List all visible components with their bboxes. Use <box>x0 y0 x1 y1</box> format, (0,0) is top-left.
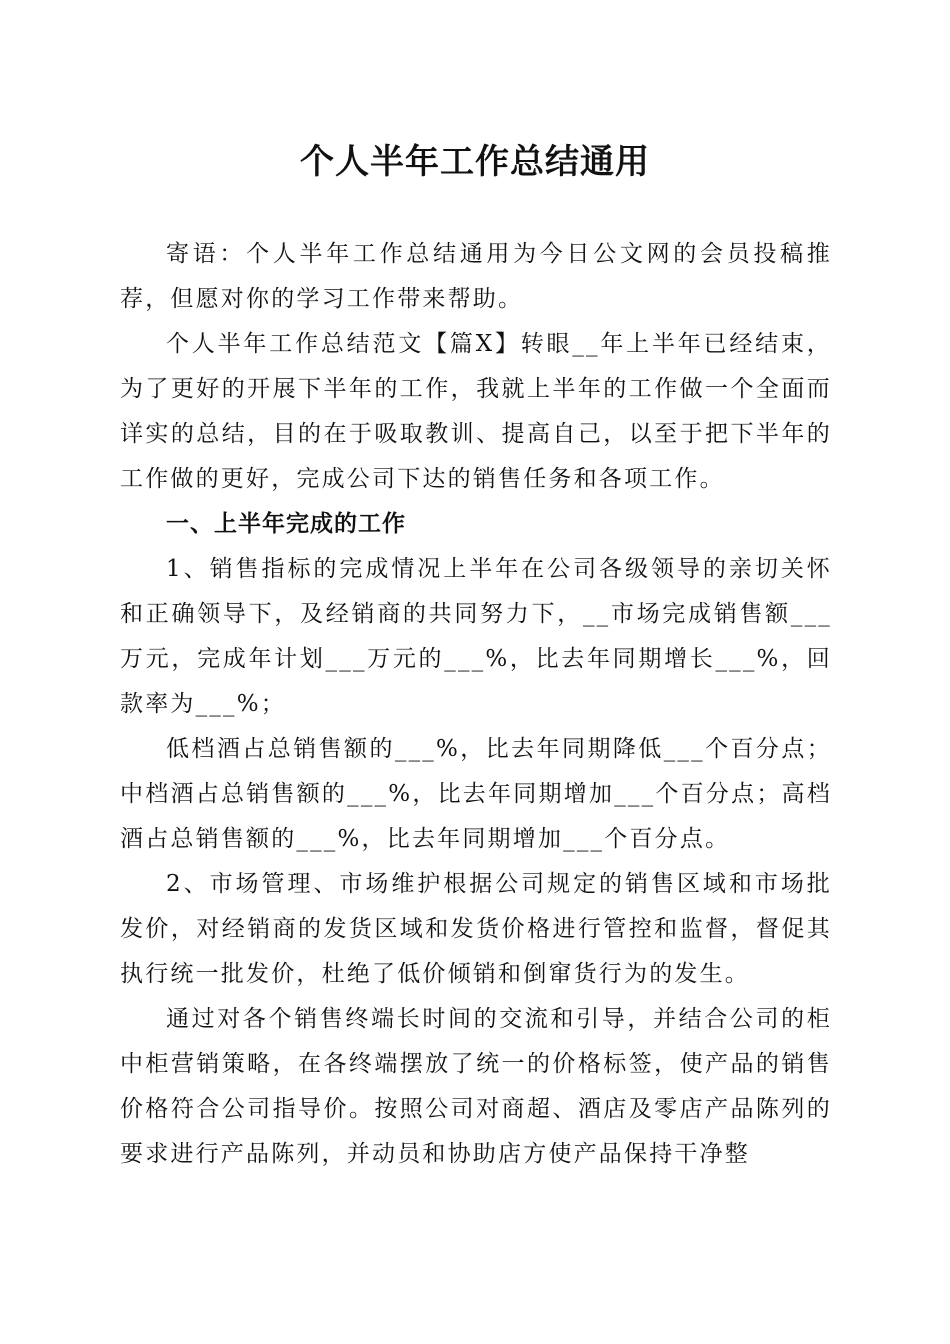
product-mix-paragraph: 低档酒占总销售额的___%，比去年同期降低___个百分点；中档酒占总销售额的___%，比去年同期增加___个百分点；高档酒占总销售额的___%，比去年同期增加___个百分点。 <box>120 736 832 852</box>
intro-paragraph: 寄语：个人半年工作总结通用为今日公文网的会员投稿推荐，但愿对你的学习工作带来帮助。 <box>120 241 832 312</box>
opening-paragraph: 个人半年工作总结范文【篇X】转眼__年上半年已经结束，为了更好的开展下半年的工作，我就上半年的工作做一个全面而详实的总结，目的在于吸取教训、提高自己，以至于把下半年的工作做的更好，完成公司下达的销售任务和各项工作。 <box>120 331 832 492</box>
document-body <box>120 232 832 1177</box>
section-heading: 一、上半年完成的工作 <box>166 511 406 537</box>
market-management-paragraph: 2、市场管理、市场维护根据公司规定的销售区域和市场批发价，对经销商的发货区域和发货价格进行管控和监督，督促其执行统一批发价，杜绝了低价倾销和倒窜货行为的发生。 <box>120 871 832 987</box>
sales-target-paragraph: 1、销售指标的完成情况上半年在公司各级领导的亲切关怀和正确领导下，及经销商的共同努力下，__市场完成销售额___万元，完成年计划___万元的___%，比去年同期增长___%，回款率为___%； <box>120 556 832 717</box>
page-title: 个人半年工作总结通用 <box>300 142 650 182</box>
terminal-paragraph: 通过对各个销售终端长时间的交流和引导，并结合公司的柜中柜营销策略，在各终端摆放了统一的价格标签，使产品的销售价格符合公司指导价。按照公司对商超、酒店及零店产品陈列的要求进行产品陈列，并动员和协助店方使产品保持干净整 <box>120 1006 832 1167</box>
